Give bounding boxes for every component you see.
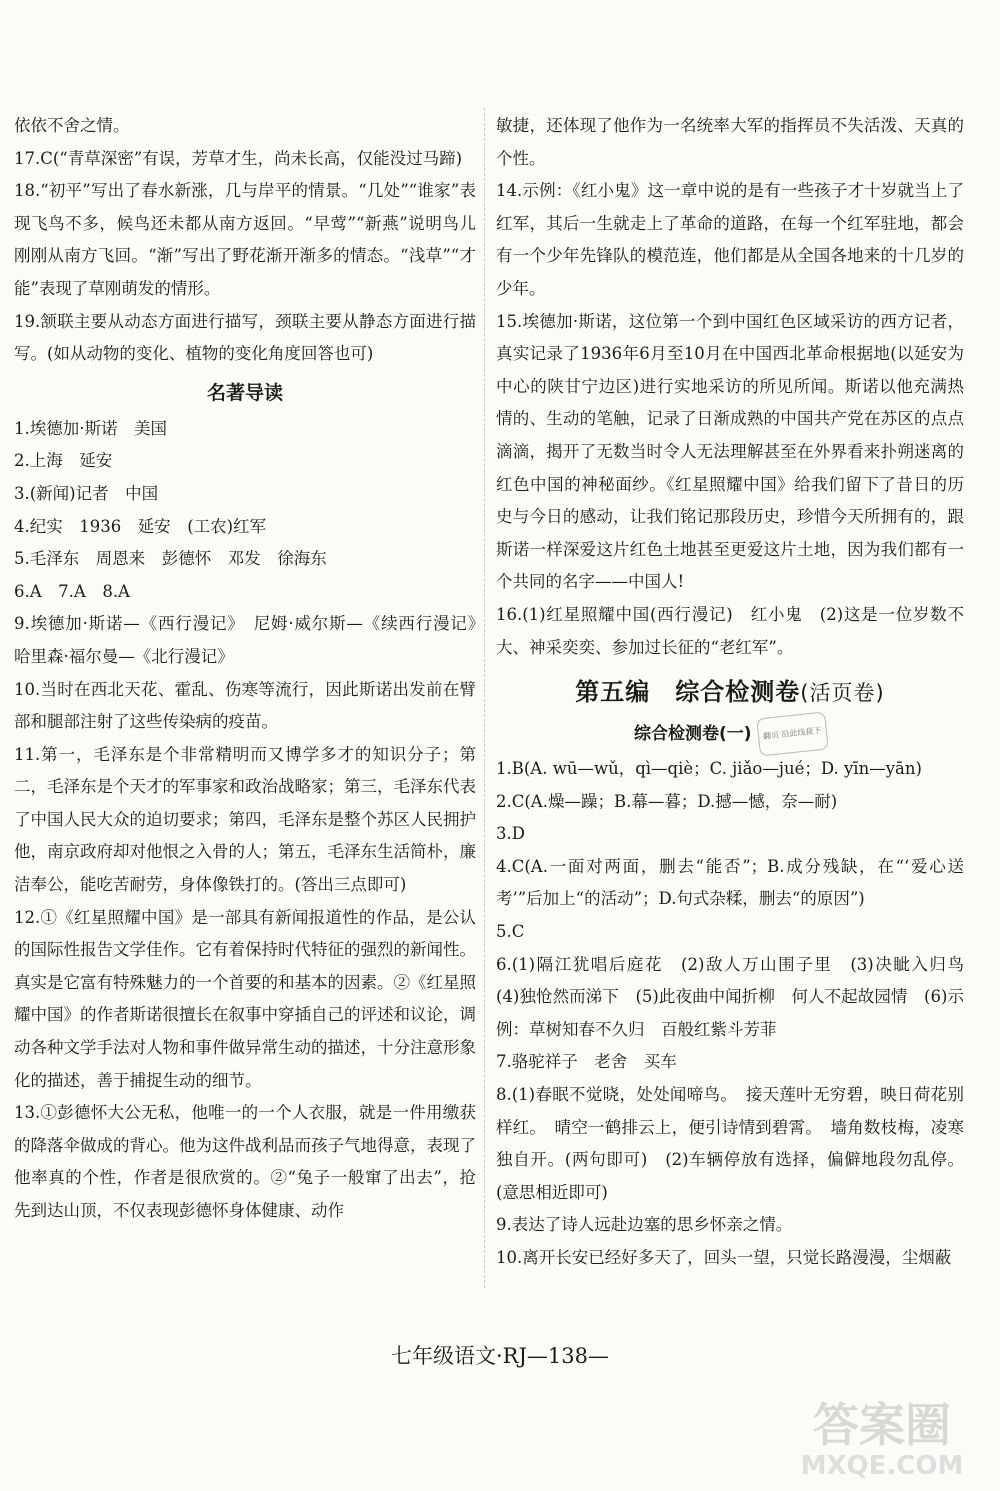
reading-answer-11: 11.第一，毛泽东是个非常精明而又博学多才的知识分子；第二，毛泽东是个天才的军事家和政治战略家；第三，毛泽东代表了中国人民大众的迫切要求；第四，毛泽东是整个苏区人民拥护他，南京政府却对他恨之入骨的人；第五，毛泽东生活简朴，廉洁奉公，能吃苦耐劳，身体像铁打的。(答出三点即可) [14,744,476,895]
test-answer-3: 3.D [496,824,525,844]
test-answer-6: 6.(1)隔江犹唱后庭花 (2)敌人万山围子里 (3)决眦入归鸟 (4)独怆然而涕下 (5)此夜曲中闻折柳 何人不起故园情 (6)示例：草树知春不久归 百般红紫斗芳菲 [496,954,981,1039]
reading-answer-9: 9.埃德加·斯诺—《西行漫记》 尼姆·威尔斯—《续西行漫记》 哈里森·福尔曼—《北行漫记》 [14,614,493,666]
answer-13-cont: 敏捷，还体现了他作为一名统率大军的指挥员不失活泼、天真的个性。 [496,116,964,168]
watermark-main: 答案圈 [813,1398,951,1452]
answer-17: 17.C(“青草深密”有误，芳草才生，尚未长高，仅能没过马蹄) [14,148,463,168]
page-footer: 七年级语文·RJ—138— [391,1344,609,1368]
test-answer-7: 7.骆驼祥子 老舍 买车 [496,1052,677,1072]
reading-answer-13: 13.①彭德怀大公无私，他唯一的一个人衣服，就是一件用缴获的降落伞做成的背心。他为这件战利品而孩子气地得意，表现了他率真的个性，作者是很欣赏的。②“兔子一般窜了出去”，抢先到达山顶，不仅表现彭德怀身体健康、动作 [14,1103,476,1220]
watermark-url: MXQE.COM [800,1451,964,1481]
test-answer-1: 1.B(A. wū—wǔ，qì—qiè；C. jiǎo—jué；D. yīn—yān) [496,759,922,779]
reading-answer-6-8: 6.A 7.A 8.A [14,581,130,601]
answer-18: 18.“初平”写出了春水新涨，几与岸平的情景。“几处”“谁家”表现飞鸟不多，候鸟还未都从南方返回。“早莺”“新燕”说明鸟儿刚刚从南方飞回。“渐”写出了野花渐开渐多的情态。“浅草”“才能”表现了草刚萌发的情形。 [14,181,476,298]
right-column [496,110,981,1275]
section-title: 名著导读 [206,381,283,404]
test-answer-8: 8.(1)春眠不觉晓，处处闻啼鸟。 接天莲叶无穷碧，映日荷花别样红。 晴空一鹤排云上，便引诗情到碧霄。 墙角数枝梅，凌寒独自开。(两句即可) (2)车辆停放有选择，偏僻地段勿乱停。(意思相近即可) [496,1085,964,1202]
test-answer-10: 10.离开长安已经好多天了，回头一望，只觉长路漫漫，尘烟蔽 [496,1248,952,1267]
part-title-text: 第五编 综合检测卷 [575,678,801,707]
part-title-tag: (活页卷) [800,681,885,706]
reading-answer-2: 2.上海 延安 [14,451,113,471]
answer-19: 19.颔联主要从动态方面进行描写，颈联主要从静态方面进行描写。(如从动物的变化、植物的变化角度回答也可) [14,311,476,364]
reading-answer-3: 3.(新闻)记者 中国 [14,483,159,503]
reading-answer-4: 4.纪实 1936 延安 (工农)红军 [14,516,267,536]
test-title-text: 综合检测卷(一) [633,724,752,745]
reading-answer-16: 16.(1)红星照耀中国(西行漫记) 红小鬼 (2)这是一位岁数不大、神采奕奕、参加过长征的“老红军”。 [496,604,964,657]
watermark-logo [782,1386,982,1481]
reading-answer-1: 1.埃德加·斯诺 美国 [14,418,167,438]
test-answer-2: 2.C(A.燥—躁；B.幕—暮；D.撼—憾，奈—耐) [496,791,838,811]
answer-line: 依依不舍之情。 [14,116,130,135]
reading-answer-10: 10.当时在西北天花、霍乱、伤寒等流行，因此斯诺出发前在臂部和腿部注射了这些传染病的疫苗。 [14,679,476,732]
test-answer-4: 4.C(A.一面对两面，删去“能否”；B.成分残缺，在“‘爱心送考’”后加上“的活动”；D.句式杂糅，删去“的原因”) [496,856,964,909]
test-answer-9: 9.表达了诗人远赴边塞的思乡怀亲之情。 [496,1215,793,1235]
cut-line-stamp: 翻页 沿此线裁下 [756,712,828,757]
test-answer-5: 5.C [496,922,525,942]
reading-answer-15: 15.埃德加·斯诺，这位第一个到中国红色区域采访的西方记者，真实记录了1936年6月至10月在中国西北革命根据地(以延安为中心的陕甘宁边区)进行实地采访的所见所闻。斯诺以他充满热情的、生动的笔触，记录了日渐成熟的中国共产党在苏区的点点滴滴，揭开了无数当时令人无法理解甚至在外界看来扑朔迷离的红色中国的神秘面纱。《红星照耀中国》给我们留下了昔日的历史与今日的感动，让我们铭记那段历史，珍惜今天所拥有的，跟斯诺一样深爱这片红色土地甚至更爱这片土地，因为我们都有一个共同的名字——中国人! [496,311,964,592]
reading-answer-14: 14.示例：《红小鬼》这一章中说的是有一些孩子才十岁就当上了红军，其后一生就走上了革命的道路，在每一个红军驻地，都会有一个少年先锋队的模范连，他们都是从全国各地来的十几岁的少年。 [496,181,964,298]
column-divider [484,108,485,1288]
reading-answer-12: 12.①《红星照耀中国》是一部具有新闻报道性的作品，是公认的国际性报告文学佳作。它有着保持时代特征的强烈的新闻性。真实是它富有特殊魅力的一个首要的和基本的因素。②《红星照耀中国》的作者斯诺很擅长在叙事中穿插自己的评述和议论，调动各种文学手法对人物和事件做异常生动的描述，十分注意形象化的描述，善于捕捉生动的细节。 [14,907,476,1090]
part-title [496,670,964,715]
test-title [496,715,964,753]
reading-answer-5: 5.毛泽东 周恩来 彭德怀 邓发 徐海东 [14,549,327,569]
left-column [14,110,493,1228]
